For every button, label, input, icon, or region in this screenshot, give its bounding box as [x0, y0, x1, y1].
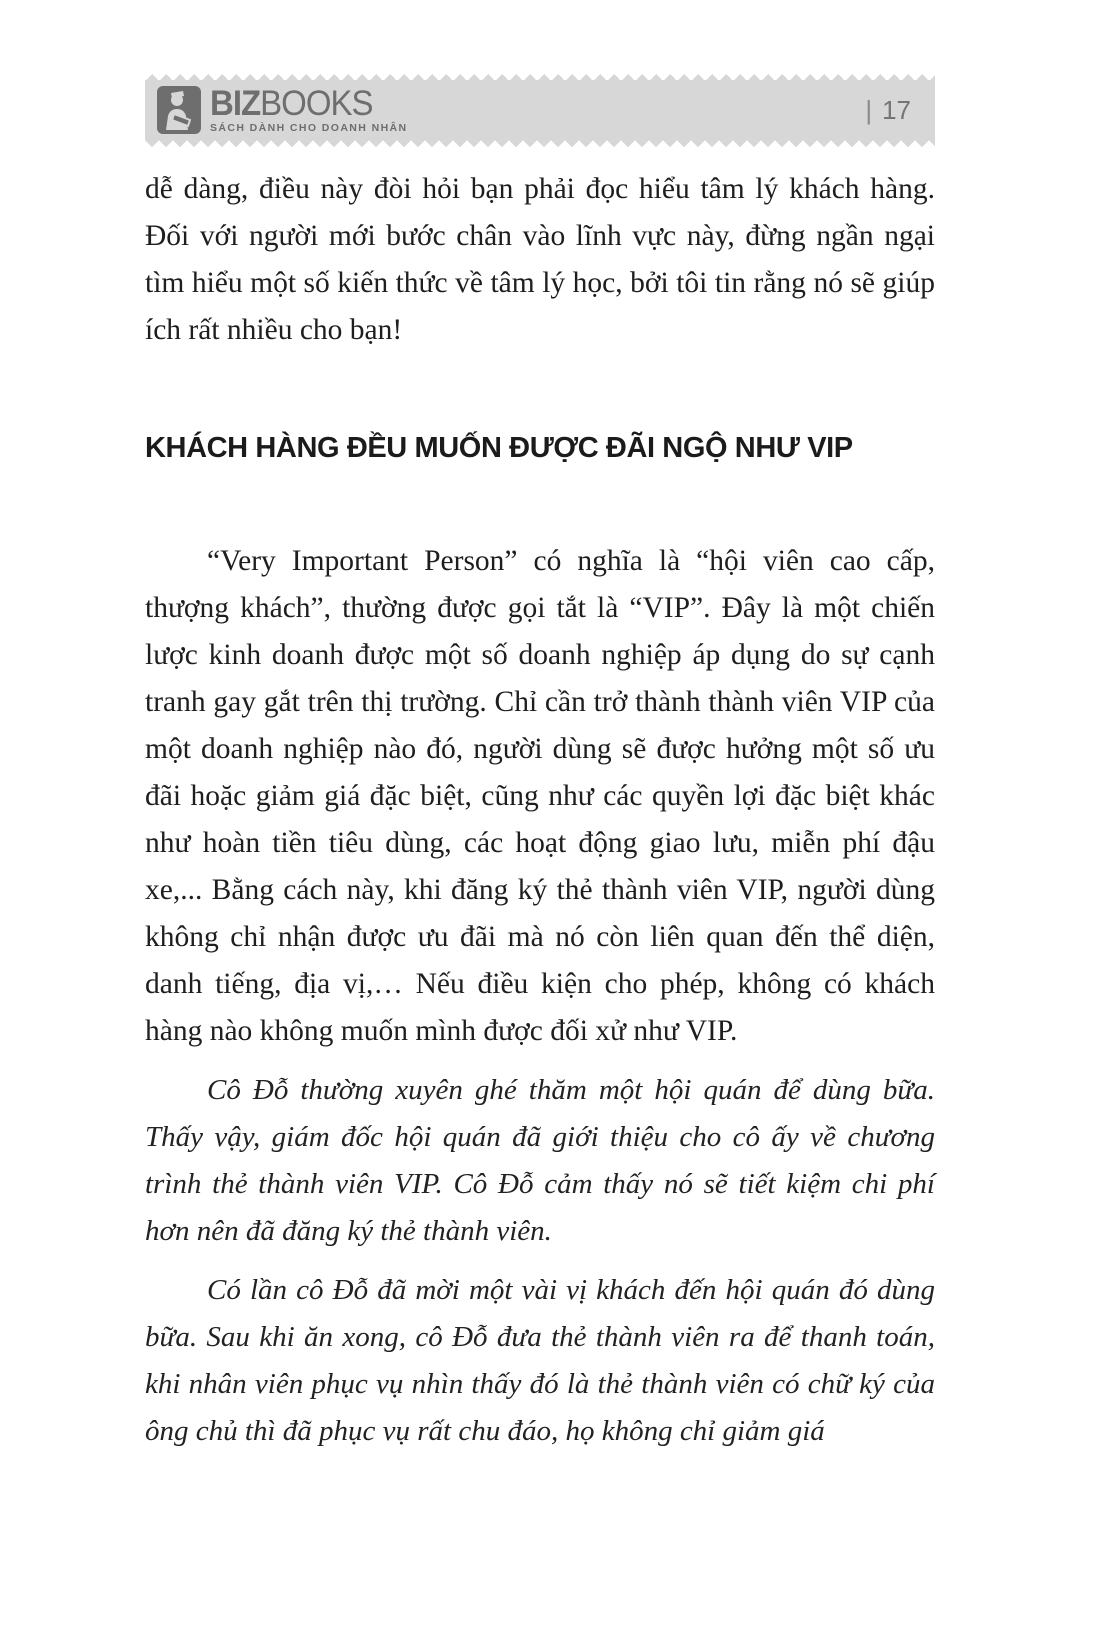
section-heading: KHÁCH HÀNG ĐỀU MUỐN ĐƯỢC ĐÃI NGỘ NHƯ VIP — [145, 432, 853, 464]
page-header — [145, 80, 935, 140]
brand-name-biz: BIZ — [210, 82, 261, 123]
story-paragraph-1: Cô Đỗ thường xuyên ghé thăm một hội quán để dùng bữa. Thấy vậy, giám đốc hội quán đã giới thiệu cho cô ấy về chương trình thẻ thành viên VIP. Cô Đỗ cảm thấy nó sẽ tiết kiệm chi phí hơn nên đã đăng ký thẻ thành viên. — [145, 1074, 935, 1247]
vip-paragraph: “Very Important Person” có nghĩa là “hội viên cao cấp, thượng khách”, thường được gọi tắt là “VIP”. Đây là một chiến lược kinh doanh được một số doanh nghiệp áp dụng do sự cạnh tranh gay gắt trên thị trường. Chỉ cần trở thành thành viên VIP của một doanh nghiệp nào đó, người dùng sẽ được hưởng một số ưu đãi hoặc giảm giá đặc biệt, cũng như các quyền lợi đặc biệt khác như hoàn tiền tiêu dùng, các hoạt động giao lưu, miễn phí đậu xe,... Bằng cách này, khi đăng ký thẻ thành viên VIP, người dùng không chỉ nhận được ưu đãi mà nó còn liên quan đến thể diện, danh tiếng, địa vị,… Nếu điều kiện cho phép, không có khách hàng nào không muốn mình được đối xử như VIP. — [145, 545, 935, 1047]
story-paragraph-2: Có lần cô Đỗ đã mời một vài vị khách đến hội quán đó dùng bữa. Sau khi ăn xong, cô Đỗ đưa thẻ thành viên ra để thanh toán, khi nhân viên phục vụ nhìn thấy đó là thẻ thành viên có chữ ký của ông chủ thì đã phục vụ rất chu đáo, họ không chỉ giảm giá — [145, 1274, 935, 1447]
brand-tagline: SÁCH DÀNH CHO DOANH NHÂN — [210, 122, 408, 134]
publisher-logo — [157, 82, 408, 134]
businessman-book-icon — [157, 86, 201, 134]
page-body — [145, 166, 935, 1455]
page-number — [865, 95, 911, 126]
page-content — [145, 80, 935, 1455]
page-number-separator: | — [865, 94, 873, 125]
brand-name — [210, 82, 408, 123]
brand-name-books: BOOKS — [260, 82, 373, 123]
intro-paragraph: dễ dàng, điều này đòi hỏi bạn phải đọc hiểu tâm lý khách hàng. Đối với người mới bước chân vào lĩnh vực này, đừng ngần ngại tìm hiểu một số kiến thức về tâm lý học, bởi tôi tin rằng nó sẽ giúp ích rất nhiều cho bạn! — [145, 173, 935, 346]
publisher-logo-text — [210, 82, 408, 134]
page-number-value: 17 — [882, 94, 911, 125]
